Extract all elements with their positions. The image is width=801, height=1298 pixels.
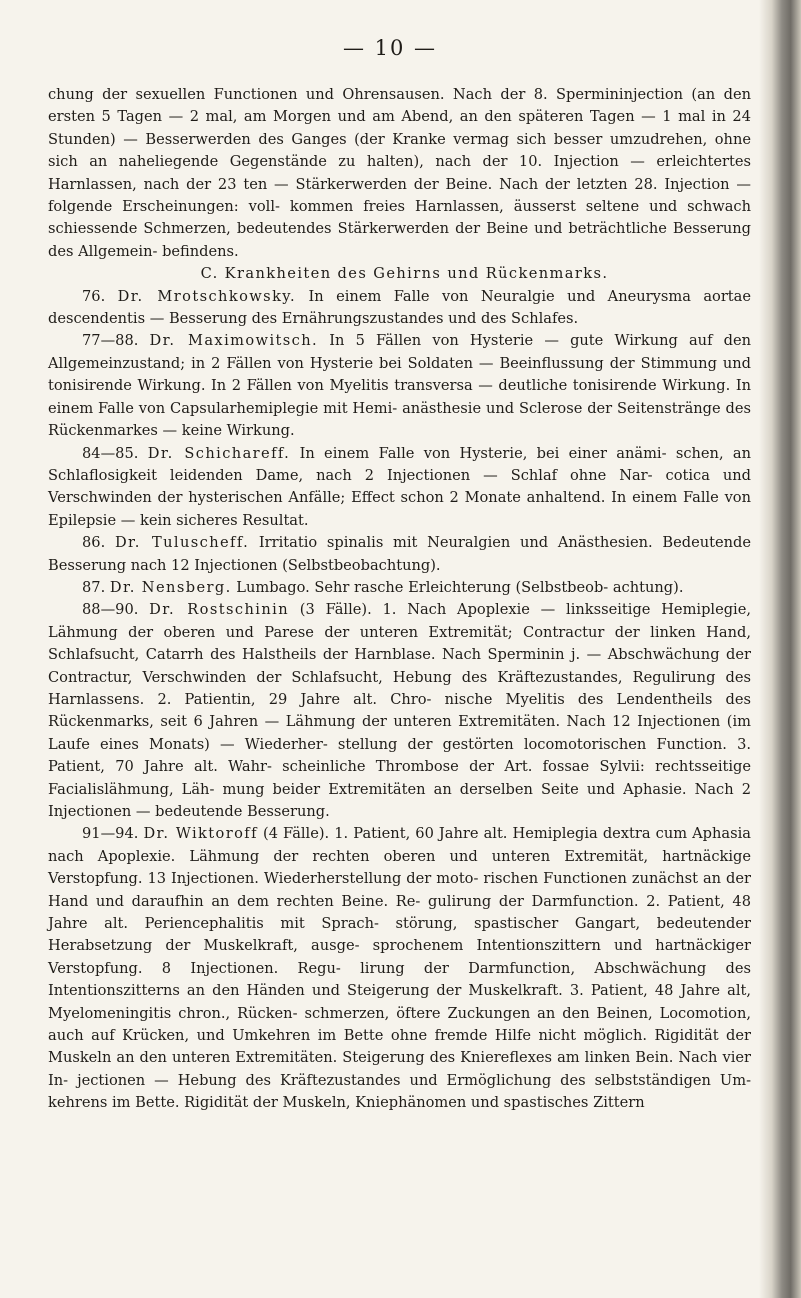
- entry-author: Dr. Rostschinin: [149, 601, 289, 619]
- entry-paragraph: [48, 330, 751, 442]
- entry-author: Dr. Wiktoroff: [143, 825, 258, 843]
- entry-paragraph: [48, 286, 751, 331]
- entry-text: In einem Falle von Hysterie, bei einer anämi- schen, an Schlaflosigkeit leidenden Dame, nach 2 Injectionen — Schlaf ohne Nar- cotica und Verschwinden der hysterischen Anfälle; Effect schon 2 Monate anhaltend. In einem Falle von Epilepsie — kein sicheres Resultat.: [48, 444, 752, 529]
- entry-text: Irritatio spinalis mit Neuralgien und Anästhesien. Bedeutende Besserung nach 12 Injectionen (Selbstbeobachtung).: [48, 534, 752, 574]
- entry-text: In 5 Fällen von Hysterie — gute Wirkung auf den Allgemeinzustand; in 2 Fällen von Hysterie bei Soldaten — Beeinflussung der Stimmung und tonisirende Wirkung. In 2 Fällen von Myelitis transversa — deutliche tonisirende Wirkung. In einem Falle von Capsularhemiplegie mit Hemi- anästhesie und Sclerose der Seitenstränge des Rückenmarkes — keine Wirkung.: [48, 332, 752, 440]
- entry-number: 87.: [82, 578, 106, 596]
- entry-paragraph: [48, 532, 751, 577]
- entry-text: (4 Fälle). 1. Patient, 60 Jahre alt. Hemiplegia dextra cum Aphasia nach Apoplexie. Lähmung der rechten oberen und unteren Extremität, hartnäckige Verstopfung. 13 Injectionen. Wiederherstellung der moto- rischen Functionen zunächst an der Hand und daraufhin an dem rechten Beine. Re- gulirung der Darmfunction. 2. Patient, 48 Jahre alt. Periencephalitis mit Sprach- störung, spastischer Gangart, bedeutender Herabsetzung der Muskelkraft, ausge- sprochenem Intentionszittern und hartnäckiger Verstopfung. 8 Injectionen. Regu- lirung der Darmfunction, Abschwächung des Intentionszitterns an den Händen und Steigerung der Muskelkraft. 3. Patient, 48 Jahre alt, Myelomeningitis chron., Rücken- schmerzen, öftere Zuckungen an den Beinen, Locomotion, auch auf Krücken, und Umkehren im Bette ohne fremde Hilfe nicht möglich. Rigidität der Muskeln an den unteren Extremitäten. Steigerung des Kniereflexes am linken Bein. Nach vier In- jectionen — Hebung des Kräftezustandes und Ermöglichung des selbstständigen Um- kehrens im Bette. Rigidität der Muskeln, Kniephänomen und spastisches Zittern: [48, 825, 751, 1112]
- entry-author: Dr. Maximowitsch.: [149, 332, 319, 350]
- entry-text: Lumbago. Sehr rasche Erleichterung (Selbstbeob- achtung).: [236, 578, 684, 596]
- entry-author: Dr. Schichareff.: [147, 444, 291, 462]
- page-edge-shadow: [759, 0, 801, 1298]
- entry-author: Dr. Tuluscheff.: [114, 534, 250, 552]
- entry-number: 86.: [82, 534, 106, 552]
- entry-paragraph: [48, 823, 751, 1114]
- section-heading: C. Krankheiten des Gehirns und Rückenmarks.: [200, 265, 609, 283]
- page-number: — 10 —: [342, 36, 438, 60]
- continuation-paragraph: [48, 84, 751, 263]
- entry-number: 76.: [82, 287, 106, 305]
- entry-number: 88—90.: [82, 601, 139, 619]
- entry-number: 77—88.: [82, 332, 139, 350]
- entry-author: Dr. Mrotschkowsky.: [117, 287, 297, 305]
- entry-text: (3 Fälle). 1. Nach Apoplexie — linksseitige Hemiplegie, Lähmung der oberen und Parese der unteren Extremität; Contractur der linken Hand, Schlafsucht, Catarrh des Halstheils der Harnblase. Nach Sperminin j. — Abschwächung der Contractur, Verschwinden der Schlafsucht, Hebung des Kräftezustandes, Regulirung des Harnlassens. 2. Patientin, 29 Jahre alt. Chro- nische Myelitis des Lendentheils des Rückenmarks, seit 6 Jahren — Lähmung der unteren Extremitäten. Nach 12 Injectionen (im Laufe eines Monats) — Wiederher- stellung der gestörten locomotorischen Function. 3. Patient, 70 Jahre alt. Wahr- scheinliche Thrombose der Art. fossae Sylvii: rechtsseitige Facialislähmung, Läh- mung beider Extremitäten an derselben Seite und Aphasie. Nach 2 Injectionen — bedeutende Besserung.: [48, 601, 752, 820]
- paragraph-text: chung der sexuellen Functionen und Ohrensausen. Nach der 8. Spermininjection (an den ersten 5 Tagen — 2 mal, am Morgen und am Abend, an den späteren Tagen — 1 mal in 24 Stunden) — Besserwerden des Ganges (der Kranke vermag sich besser umzudrehen, ohne sich an naheliegende Gegenstände zu halten), nach der 10. Injection — erleichtertes Harnlassen, nach der 23 ten — Stärkerwerden der Beine. Nach der letzten 28. Injection — folgende Erscheinungen: voll- kommen freies Harnlassen, äusserst seltene und schwach schiessende Schmerzen, bedeutendes Stärkerwerden der Beine und beträchtliche Besserung des Allgemein- befindens.: [48, 86, 751, 260]
- entry-number: 84—85.: [82, 444, 139, 462]
- body-text: [48, 84, 751, 1115]
- entry-text: In einem Falle von Neuralgie und Aneurysma aortae descendentis — Besserung des Ernährungszustandes und des Schlafes.: [48, 287, 752, 328]
- entry-paragraph: [48, 599, 751, 823]
- entry-author: Dr. Nensberg.: [109, 578, 232, 596]
- entry-number: 91—94.: [82, 825, 139, 843]
- entry-paragraph: [48, 577, 751, 599]
- entry-paragraph: [48, 443, 751, 533]
